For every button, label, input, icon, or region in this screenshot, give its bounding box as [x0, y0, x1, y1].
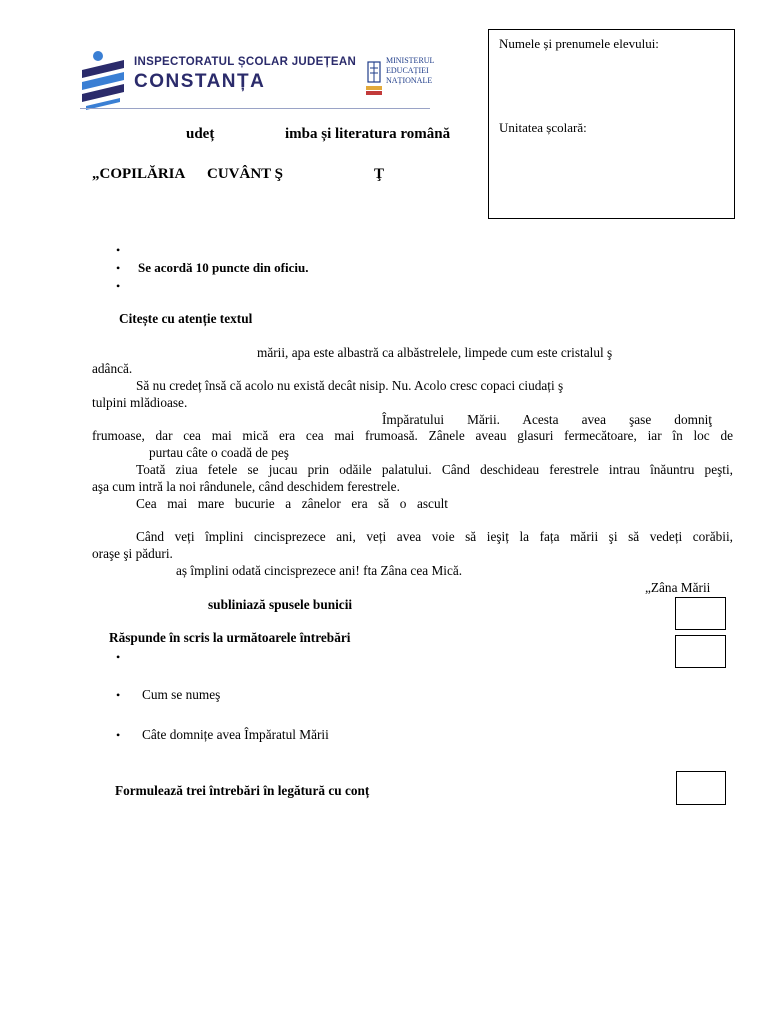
question-3: Câte domnițe avea Împăratul Mării [142, 727, 329, 742]
question-2: Cum se numeş [142, 687, 221, 702]
logo-title-line2: CONSTANȚA [134, 71, 266, 92]
question-bullet-3: • [116, 728, 121, 742]
ministry-emblem-icon [364, 58, 384, 100]
logo-title-line1: INSPECTORATUL ȘCOLAR JUDEȚEAN [134, 56, 357, 68]
task-underline: subliniază spusele bunicii [208, 597, 353, 612]
reading-heading: Citește cu atenție textul [119, 311, 253, 326]
contest-title-part2: CUVÂNT Ş [207, 166, 283, 182]
text-line-6: frumoase, dar cea mai mică era cea mai frumoasă. Zânele aveau glasuri fermecătoare, iar în loc de [92, 428, 733, 443]
text-line-11: Când veți împlini cincisprezece ani, veți avea voie să ieşiț la fața mării şi să vedeți corăbii, [136, 529, 733, 544]
text-line-10: Cea mai mare bucurie a zânelor era să o ascult [136, 496, 448, 511]
task-formulate: Formulează trei întrebări în legătură cu conț [115, 783, 370, 798]
text-line-2: adâncă. [92, 361, 133, 376]
text-line-5: Împăratului Mării. Acesta avea şase domniţ [382, 412, 712, 427]
instruction-bullet-3: • [116, 279, 121, 293]
task-answer: Răspunde în scris la următoarele întrebări [109, 630, 351, 645]
text-line-1: mării, apa este albastră ca albăstrelele, limpede cum este cristalul ş [257, 345, 613, 360]
score-box-3[interactable] [676, 771, 726, 805]
contest-title-part1: „COPILĂRIA [92, 166, 186, 182]
ministry-line1: MINISTERUL [386, 56, 435, 65]
ministry-name [386, 56, 434, 86]
student-name-label: Numele și prenumele elevului: [499, 36, 659, 51]
score-box-1[interactable] [675, 597, 726, 630]
text-line-4: tulpini mlădioase. [92, 395, 188, 410]
student-info-box[interactable] [488, 29, 735, 219]
school-unit-label: Unitatea școlară: [499, 120, 587, 135]
text-line-12: oraşe şi păduri. [92, 546, 173, 561]
instruction-item-2: Se acordă 10 puncte din oficiu. [138, 260, 309, 275]
inspectorate-logo [68, 30, 458, 128]
score-box-2[interactable] [675, 635, 726, 668]
text-source: „Zâna Mării [645, 580, 711, 595]
text-line-8: Toată ziua fetele se jucau prin odăile palatului. Când deschideau ferestrele intrau înăuntru peşti, [136, 462, 733, 477]
header-subject: imba și literatura română [285, 126, 451, 142]
question-bullet-1: • [116, 650, 121, 664]
text-line-3: Să nu credeț însă că acolo nu există decât nisip. Nu. Acolo cresc copaci ciudați ş [136, 378, 564, 393]
header-county: udeț [186, 126, 215, 142]
ministry-line3: NAȚIONALE [386, 76, 433, 85]
contest-title-part3: Ţ [374, 166, 385, 182]
instruction-bullet-1: • [116, 243, 121, 257]
text-line-13: aș împlini odată cincisprezece ani! fta Zâna cea Mică. [176, 563, 463, 578]
logo-divider [80, 108, 430, 109]
question-bullet-2: • [116, 688, 121, 702]
text-line-7: purtau câte o coadă de peş [149, 445, 289, 460]
ministry-line2: EDUCAȚIEI [386, 66, 429, 75]
text-line-9: aşa cum intră la noi rândunele, când deschidem ferestrele. [92, 479, 400, 494]
instruction-bullet-2: • [116, 261, 121, 275]
